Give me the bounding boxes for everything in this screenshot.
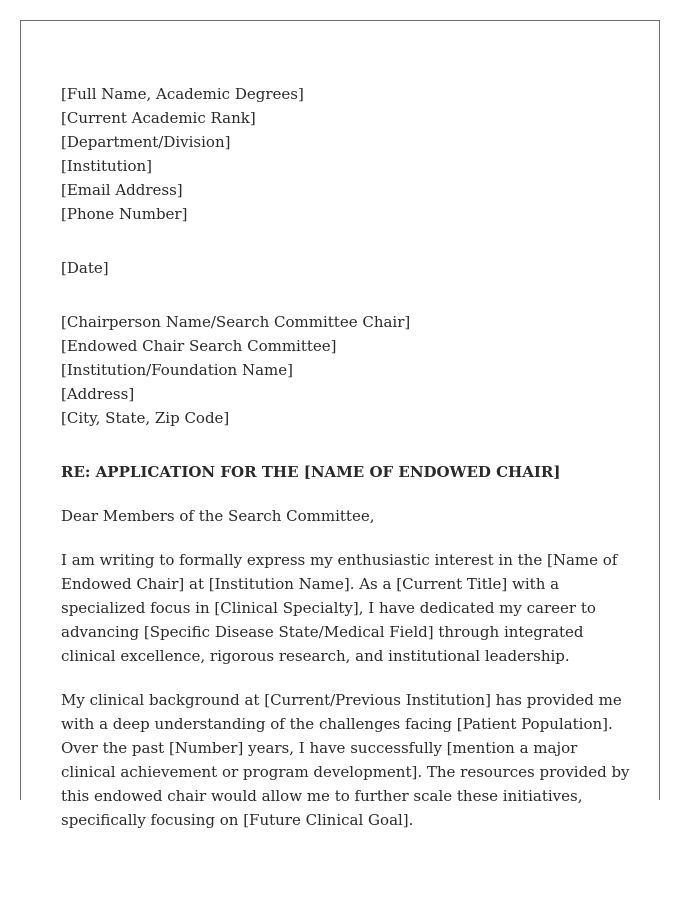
recipient-committee: [Endowed Chair Search Committee] [61,337,337,355]
recipient-block [61,310,631,430]
sender-department: [Department/Division] [61,133,231,151]
subject-line: RE: APPLICATION FOR THE [NAME OF ENDOWED CHAIR] [61,463,561,481]
spacer [61,280,631,310]
recipient-chair: [Chairperson Name/Search Committee Chair] [61,313,411,331]
sender-institution: [Institution] [61,157,153,175]
recipient-city-state-zip: [City, State, Zip Code] [61,409,230,427]
spacer [61,226,631,256]
sender-phone: [Phone Number] [61,205,188,223]
date-block [61,256,631,280]
salutation: Dear Members of the Search Committee, [61,507,375,525]
body-paragraph-1: I am writing to formally express my enthusiastic interest in the [Name of Endowed Chair] at [Institution Name]. As a [Current Title] with a specialized focus in [Clinical Specialty], I have dedicated my career to advancing [Specific Disease State/Medical Field] through integrated clinical excellence, rigorous research, and institutional leadership. [61,551,618,665]
letter-page [20,20,660,829]
recipient-institution: [Institution/Foundation Name] [61,361,294,379]
letter-date: [Date] [61,259,109,277]
body-paragraph-2: My clinical background at [Current/Previous Institution] has provided me with a deep understanding of the challenges facing [Patient Population]. Over the past [Number] years, I have successfully [mention a major clinical achievement or program development]. The resources provided by this endowed chair would allow me to further scale these initiatives, specifically focusing on [Future Clinical Goal]. [61,691,630,829]
sender-block [61,82,631,226]
sender-name: [Full Name, Academic Degrees] [61,85,304,103]
sender-rank: [Current Academic Rank] [61,109,256,127]
recipient-address: [Address] [61,385,135,403]
sender-email: [Email Address] [61,181,183,199]
letter-content [61,82,631,832]
